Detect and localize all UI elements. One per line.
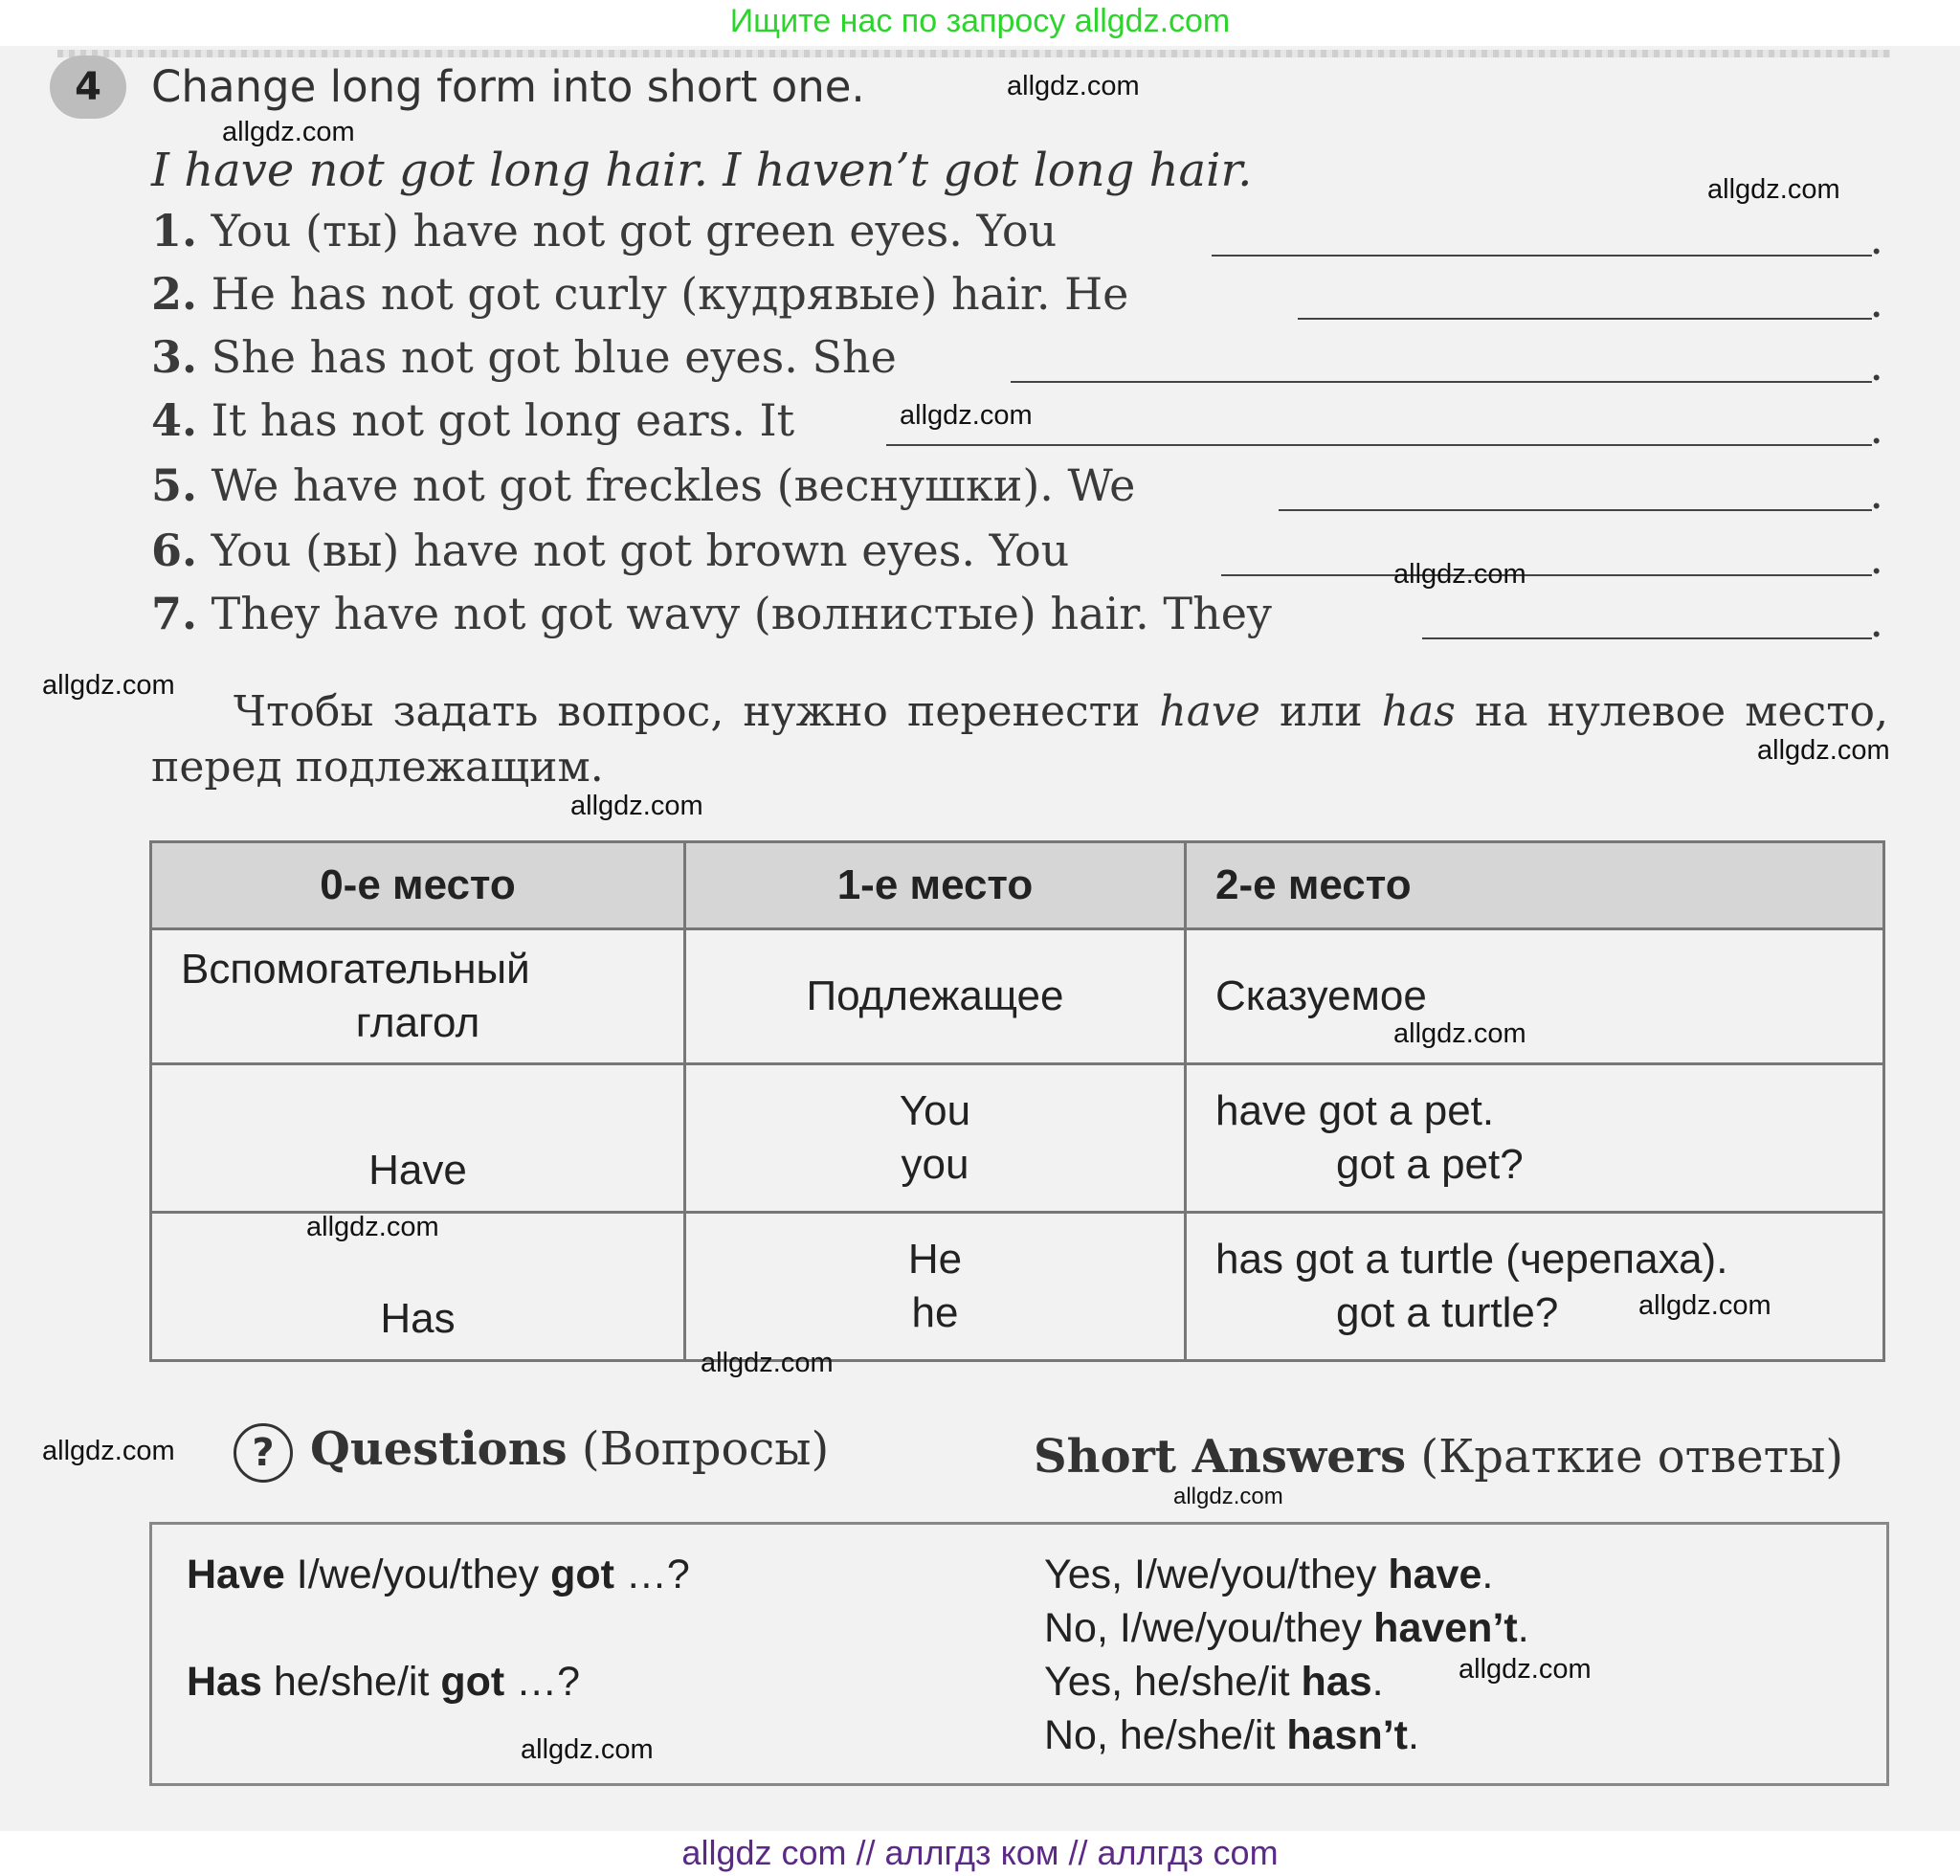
exercise-instruction: Change long form into short one. <box>151 61 865 112</box>
watermark-text: allgdz.com <box>42 670 175 701</box>
item-number: 5. <box>151 459 198 511</box>
watermark-text: allgdz.com <box>1707 174 1840 205</box>
item-number: 2. <box>151 268 198 320</box>
table-cell: Подлежащее <box>685 929 1186 1064</box>
exercise-item <box>151 331 1883 391</box>
item-number: 6. <box>151 525 198 576</box>
watermark-text: allgdz.com <box>1393 559 1526 590</box>
end-mark: . <box>1869 402 1883 454</box>
item-number: 4. <box>151 394 198 446</box>
exercise-item <box>151 525 1883 584</box>
question-end: …? <box>613 1552 690 1597</box>
answer-verb: hasn’t <box>1286 1712 1409 1758</box>
answer-line[interactable] <box>886 444 1872 446</box>
questions-heading <box>234 1422 829 1483</box>
watermark-text: allgdz.com <box>306 1212 439 1242</box>
item-text: It has not got long ears. It <box>211 394 795 446</box>
watermark-text: allgdz.com <box>1007 71 1140 101</box>
answer-verb: have <box>1388 1552 1482 1597</box>
question-end: …? <box>504 1659 581 1705</box>
got-word: got <box>550 1552 614 1597</box>
table-cell: Has <box>151 1213 685 1361</box>
exercise-item <box>151 459 1883 519</box>
end-mark: . <box>1869 532 1883 584</box>
table-cell: Сказуемое <box>1186 929 1884 1064</box>
answer-line[interactable] <box>1221 574 1872 576</box>
item-text: You (вы) have not got brown eyes. You <box>211 525 1070 576</box>
answer-start: No, he/she/it <box>1044 1712 1287 1758</box>
exercise-example: I have not got long hair. I haven’t got long hair. <box>151 144 1253 197</box>
subjects: I/we/you/they <box>284 1552 551 1597</box>
page-edge-strip <box>57 50 1890 57</box>
answer-line-text <box>1044 1712 1419 1759</box>
end-mark: . <box>1869 467 1883 519</box>
cell-line: got a pet? <box>1336 1141 1524 1188</box>
watermark-text: allgdz.com <box>222 117 355 147</box>
cell-line: he <box>911 1289 959 1336</box>
answers-label-ru: (Краткие ответы) <box>1406 1430 1844 1484</box>
short-answers-heading <box>1034 1430 1843 1484</box>
end-mark: . <box>1869 276 1883 327</box>
header-note[interactable]: Ищите нас по запросу allgdz.com <box>729 3 1231 39</box>
item-text: They have not got wavy (волнистые) hair. They <box>211 588 1272 639</box>
questions-label: Questions <box>310 1422 568 1476</box>
table-cell <box>685 1064 1186 1213</box>
exercise-item <box>151 268 1883 327</box>
item-text: We have not got freckles (веснушки). We <box>211 459 1136 511</box>
item-number: 3. <box>151 331 198 383</box>
answer-line[interactable] <box>1011 381 1872 383</box>
end-mark: . <box>1869 339 1883 391</box>
table-cell <box>1186 1213 1884 1361</box>
table-row <box>151 929 1884 1064</box>
exercise-item <box>151 205 1883 264</box>
watermark-text: allgdz.com <box>1757 735 1890 766</box>
header-cell: 2-е место <box>1186 842 1884 929</box>
answer-verb: has <box>1301 1659 1372 1705</box>
cell-line: has got a turtle (черепаха). <box>1215 1236 1728 1283</box>
answer-line-text <box>1044 1659 1384 1706</box>
item-text: You (ты) have not got green eyes. You <box>211 205 1058 257</box>
answer-line[interactable] <box>1298 318 1872 320</box>
watermark-text: allgdz.com <box>521 1734 654 1765</box>
subjects: he/she/it <box>261 1659 441 1705</box>
answer-start: No, I/we/you/they <box>1044 1605 1374 1651</box>
header-cell: 0-е место <box>151 842 685 929</box>
table-cell <box>685 1213 1186 1361</box>
answers-label: Short Answers <box>1034 1430 1407 1484</box>
word-order-table <box>149 840 1885 1362</box>
cell-line: You <box>899 1087 971 1134</box>
answer-line-text <box>1044 1552 1493 1598</box>
cell-line: Вспомогательный <box>181 946 530 993</box>
rule-part: или <box>1259 687 1382 736</box>
aux-verb: Have <box>187 1552 285 1597</box>
answer-line[interactable] <box>1212 255 1872 257</box>
answer-line[interactable] <box>1279 509 1872 511</box>
cell-line: He <box>907 1236 963 1283</box>
answer-end: . <box>1408 1712 1419 1758</box>
question-line <box>187 1659 580 1706</box>
answer-end: . <box>1517 1605 1529 1651</box>
table-row <box>151 1064 1884 1213</box>
cell-line: глагол <box>355 999 480 1046</box>
cell-line: got a turtle? <box>1336 1289 1559 1336</box>
watermark-text: allgdz.com <box>1459 1654 1592 1685</box>
item-text: He has not got curly (кудрявые) hair. He <box>211 268 1129 320</box>
answer-verb: haven’t <box>1373 1605 1518 1651</box>
watermark-text: allgdz.com <box>1173 1484 1283 1509</box>
question-line <box>187 1552 690 1598</box>
table-cell <box>151 929 685 1064</box>
answer-end: . <box>1371 1659 1384 1705</box>
watermark-text: allgdz.com <box>1638 1290 1771 1321</box>
rule-has: has <box>1381 687 1456 736</box>
watermark-text: allgdz.com <box>570 791 703 821</box>
watermark-text: allgdz.com <box>900 400 1033 431</box>
watermark-text: allgdz.com <box>1393 1018 1526 1049</box>
item-text: She has not got blue eyes. She <box>211 331 897 383</box>
end-mark: . <box>1869 212 1883 264</box>
answer-start: Yes, I/we/you/they <box>1044 1552 1389 1597</box>
end-mark: . <box>1869 595 1883 647</box>
header-cell: 1-е место <box>685 842 1186 929</box>
answer-line[interactable] <box>1422 637 1872 639</box>
answer-end: . <box>1481 1552 1494 1597</box>
item-number: 7. <box>151 588 198 639</box>
cell-line: you <box>901 1141 969 1188</box>
footer-note[interactable]: allgdz com // аллгдз ком // аллгдз com <box>681 1833 1279 1872</box>
cell-line: have got a pet. <box>1215 1087 1495 1134</box>
rule-text <box>151 684 1888 795</box>
rule-have: have <box>1159 687 1260 736</box>
table-cell: Have <box>151 1064 685 1213</box>
rule-part: на нулевое место, перед подлежащим. <box>151 687 1889 792</box>
answer-start: Yes, he/she/it <box>1044 1659 1302 1705</box>
answer-line-text <box>1044 1605 1529 1652</box>
aux-verb: Has <box>187 1659 262 1705</box>
watermark-text: allgdz.com <box>701 1348 834 1378</box>
question-mark-icon: ? <box>234 1423 293 1483</box>
rule-part: Чтобы задать вопрос, нужно перенести <box>234 687 1160 736</box>
table-cell <box>1186 1064 1884 1213</box>
exercise-item <box>151 588 1883 647</box>
exercise-number-badge: 4 <box>50 56 126 119</box>
table-header-row <box>151 842 1884 929</box>
questions-answers-box <box>149 1522 1889 1786</box>
got-word: got <box>440 1659 505 1705</box>
watermark-text: allgdz.com <box>42 1436 175 1466</box>
questions-label-ru: (Вопросы) <box>567 1422 830 1476</box>
item-number: 1. <box>151 205 198 257</box>
